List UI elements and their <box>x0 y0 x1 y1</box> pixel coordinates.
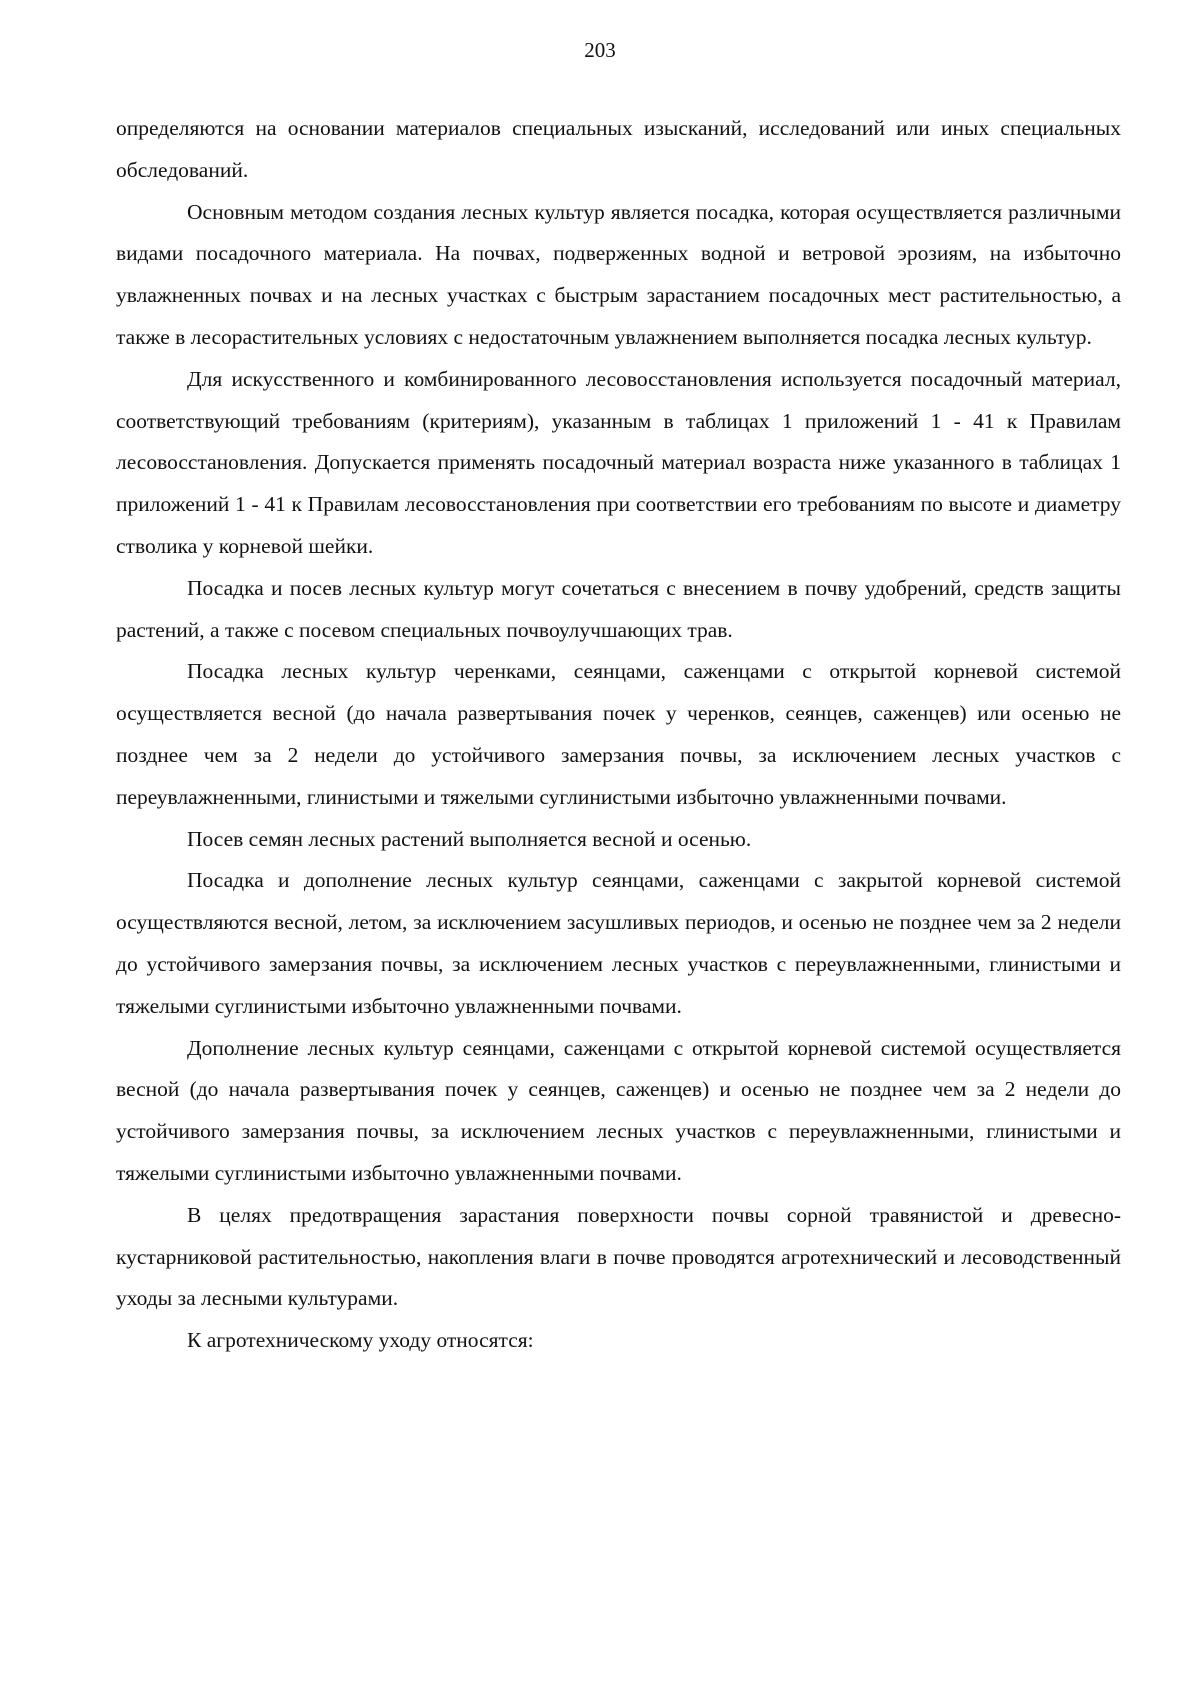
document-body <box>116 108 1121 1362</box>
paragraph-continuation: определяются на основании материалов специальных изысканий, исследований или иных специальных обследований. <box>116 116 1121 182</box>
paragraph-closed-root-planting: Посадка и дополнение лесных культур сеянцами, саженцами с закрытой корневой системой осуществляются весной, летом, за исключением засушливых периодов, и осенью не позднее чем за 2 недели до устойчивого замерзания почвы, за исключением лесных участков с переувлажненными, глинистыми и тяжелыми суглинистыми избыточно увлажненными почвами. <box>116 868 1121 1018</box>
paragraph-care-purposes: В целях предотвращения зарастания поверхности почвы сорной травянистой и древесно-кустарниковой растительностью, накопления влаги в почве проводятся агротехнический и лесоводственный уходы за лесными культурами. <box>116 1202 1121 1311</box>
page-number: 203 <box>584 38 616 62</box>
paragraph-open-root-planting: Посадка лесных культур черенками, сеянцами, саженцами с открытой корневой системой осуществляется весной (до начала развертывания почек у черенков, сеянцев, саженцев) или осенью не позднее чем за 2 недели до устойчивого замерзания почвы, за исключением лесных участков с переувлажненными, глинистыми и тяжелыми суглинистыми избыточно увлажненными почвами. <box>116 659 1121 809</box>
paragraph-open-root-supplement: Дополнение лесных культур сеянцами, саженцами с открытой корневой системой осуществляется весной (до начала развертывания почек у сеянцев, саженцев) и осенью не позднее чем за 2 недели до устойчивого замерзания почвы, за исключением лесных участков с переувлажненными, глинистыми и тяжелыми суглинистыми избыточно увлажненными почвами. <box>116 1035 1121 1185</box>
paragraph-agrotech-care: К агротехническому уходу относятся: <box>187 1328 534 1353</box>
paragraph-seed-sowing: Посев семян лесных растений выполняется весной и осенью. <box>187 826 752 851</box>
paragraph-planting-material: Для искусственного и комбинированного лесовосстановления используется посадочный материал, соответствующий требованиям (критериям), указанным в таблицах 1 приложений 1 - 41 к Правилам лесовосстановления. Допускается применять посадочный материал возраста ниже указанного в таблицах 1 приложений 1 - 41 к Правилам лесовосстановления при соответствии его требованиям по высоте и диаметру стволика у корневой шейки. <box>116 366 1121 558</box>
paragraph-planting-method: Основным методом создания лесных культур является посадка, которая осуществляется различными видами посадочного материала. На почвах, подверженных водной и ветровой эрозиям, на избыточно увлажненных почвах и на лесных участках с быстрым зарастанием посадочных мест растительностью, а также в лесорастительных условиях с недостаточным увлажнением выполняется посадка лесных культур. <box>116 199 1121 349</box>
paragraph-fertilizers: Посадка и посев лесных культур могут сочетаться с внесением в почву удобрений, средств защиты растений, а также с посевом специальных почвоулучшающих трав. <box>116 575 1121 642</box>
